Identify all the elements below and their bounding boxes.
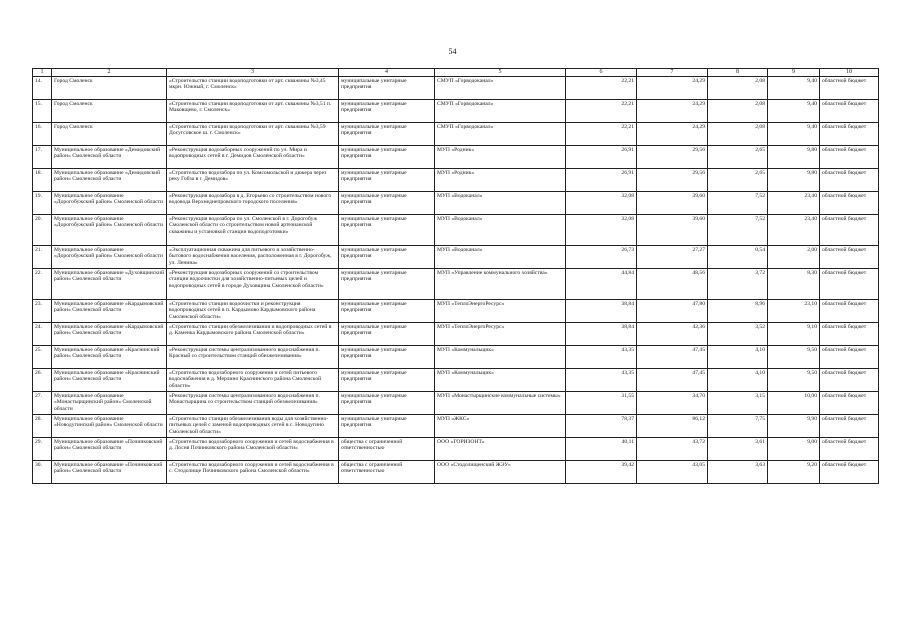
value-col6-cell: 26,73 <box>566 246 637 269</box>
org-type-cell: муниципальные унитарные предприятия <box>339 269 435 300</box>
org-type-cell: муниципальные унитарные предприятия <box>339 192 435 215</box>
value-col7-cell: 42,36 <box>637 323 708 346</box>
table-row <box>33 100 879 123</box>
value-col6-cell: 22,21 <box>566 100 637 123</box>
funding-source-cell: областной бюджет <box>820 300 879 323</box>
row-number: 27. <box>33 392 52 415</box>
municipality-cell: Муниципальное образование «Новодугинский район» Смоленской области <box>52 415 167 438</box>
header-cell: 2 <box>52 69 167 77</box>
organization-cell: МУП «Управление коммунального хозяйства» <box>435 269 566 300</box>
value-col8-cell: 2,08 <box>708 100 768 123</box>
org-type-cell: муниципальные унитарные предприятия <box>339 369 435 392</box>
value-col6-cell: 44,84 <box>566 269 637 300</box>
value-col7-cell: 24,29 <box>637 100 708 123</box>
row-number: 30. <box>33 461 52 484</box>
municipality-cell: Муниципальное образование «Кардымовский район» Смоленской области <box>52 300 167 323</box>
funding-source-cell: областной бюджет <box>820 100 879 123</box>
header-cell: 9 <box>768 69 820 77</box>
row-number: 28. <box>33 415 52 438</box>
table-row <box>33 215 879 246</box>
funding-source-cell: областной бюджет <box>820 269 879 300</box>
org-type-cell: муниципальные унитарные предприятия <box>339 392 435 415</box>
organization-cell: МУП «Родник» <box>435 146 566 169</box>
funding-source-cell: областной бюджет <box>820 169 879 192</box>
project-cell: «Строительство станции обезжелезивания воды для хозяйственно-питьевых целей с заменой водопроводных сетей в с. Новодугино Смоленской области» <box>167 415 339 438</box>
organization-cell: ООО «ГОРИЗОНТ» <box>435 438 566 461</box>
value-col8-cell: 7,52 <box>708 215 768 246</box>
value-col6-cell: 78,37 <box>566 415 637 438</box>
value-col9-cell: 9,40 <box>768 123 820 146</box>
value-col6-cell: 43,35 <box>566 369 637 392</box>
organization-cell: МУП «Монастырщинские коммунальные системы» <box>435 392 566 415</box>
org-type-cell: муниципальные унитарные предприятия <box>339 246 435 269</box>
municipality-cell: Муниципальное образование «Кардымовский район» Смоленской области <box>52 323 167 346</box>
project-cell: «Строительство водозаборного сооружения и сетей водоснабжения в д. Лосня Починковского района Смоленской области» <box>167 438 339 461</box>
value-col9-cell: 2,00 <box>768 246 820 269</box>
value-col9-cell: 9,40 <box>768 77 820 100</box>
municipality-cell: Муниципальное образование «Дорогобужский район» Смоленской области <box>52 215 167 246</box>
value-col7-cell: 86,12 <box>637 415 708 438</box>
organization-cell: МУП «Коммунальщик» <box>435 346 566 369</box>
org-type-cell: муниципальные унитарные предприятия <box>339 146 435 169</box>
table-row <box>33 346 879 369</box>
value-col9-cell: 9,80 <box>768 169 820 192</box>
project-cell: «Реконструкция водозаборных сооружений по ул. Мира и водопроводных сетей в г. Демидов Смоленской области» <box>167 146 339 169</box>
project-cell: «Реконструкция системы централизованного водоснабжения п. Монастырщина со строительством станций обезжелезивания» <box>167 392 339 415</box>
funding-source-cell: областной бюджет <box>820 461 879 484</box>
value-col9-cell: 9,50 <box>768 369 820 392</box>
value-col7-cell: 39,60 <box>637 215 708 246</box>
value-col8-cell: 4,10 <box>708 346 768 369</box>
row-number: 26. <box>33 369 52 392</box>
row-number: 14. <box>33 77 52 100</box>
header-cell: 4 <box>339 69 435 77</box>
municipality-cell: Город Смоленск <box>52 123 167 146</box>
municipality-cell: Муниципальное образование «Демидовский район» Смоленской области <box>52 146 167 169</box>
table-row <box>33 300 879 323</box>
org-type-cell: муниципальные унитарные предприятия <box>339 215 435 246</box>
value-col8-cell: 0,54 <box>708 246 768 269</box>
value-col9-cell: 23,40 <box>768 192 820 215</box>
organization-cell: СМУП «Горводоканал» <box>435 123 566 146</box>
project-cell: «Строительство водозабора по ул. Комсомольской и дюкера через реку Гобза в г. Демидов» <box>167 169 339 192</box>
project-cell: «Реконструкция водозаборных сооружений со строительством станции водоочистки для хозяйственно-питьевых целей и водопроводных сетей в городе Духовщина Смоленской области» <box>167 269 339 300</box>
header-cell: 3 <box>167 69 339 77</box>
project-cell: «Строительство станции водоподготовки от арт. скважины №3,59 Досугсовское ш. г. Смоленск» <box>167 123 339 146</box>
value-col9-cell: 9,90 <box>768 415 820 438</box>
table-row <box>33 123 879 146</box>
funding-source-cell: областной бюджет <box>820 369 879 392</box>
header-cell: 5 <box>435 69 566 77</box>
value-col6-cell: 26,91 <box>566 146 637 169</box>
value-col7-cell: 29,56 <box>637 146 708 169</box>
funding-source-cell: областной бюджет <box>820 192 879 215</box>
funding-source-cell: областной бюджет <box>820 392 879 415</box>
header-cell: 6 <box>566 69 637 77</box>
value-col6-cell: 32,08 <box>566 192 637 215</box>
value-col8-cell: 3,15 <box>708 392 768 415</box>
value-col6-cell: 38,84 <box>566 323 637 346</box>
value-col7-cell: 27,27 <box>637 246 708 269</box>
org-type-cell: общества с ограниченной ответственностью <box>339 438 435 461</box>
organization-cell: МУП «Коммунальщик» <box>435 369 566 392</box>
funding-source-cell: областной бюджет <box>820 323 879 346</box>
org-type-cell: муниципальные унитарные предприятия <box>339 169 435 192</box>
tariff-table <box>32 68 879 484</box>
header-cell: 1 <box>33 69 52 77</box>
value-col8-cell: 4,10 <box>708 369 768 392</box>
value-col8-cell: 2,65 <box>708 146 768 169</box>
municipality-cell: Муниципальное образование «Дорогобужский район» Смоленской области <box>52 192 167 215</box>
municipality-cell: Муниципальное образование «Дорогобужский район» Смоленской области <box>52 246 167 269</box>
municipality-cell: Муниципальное образование «Починковский район» Смоленской области <box>52 438 167 461</box>
table-row <box>33 392 879 415</box>
organization-cell: СМУП «Горводоканал» <box>435 100 566 123</box>
value-col8-cell: 2,65 <box>708 169 768 192</box>
project-cell: «Эксплуатационная скважина для питьевого и хозяйственно-бытового водоснабжения населения, расположенная в г. Дорогобуж, ул. Ленина» <box>167 246 339 269</box>
value-col8-cell: 7,75 <box>708 415 768 438</box>
header-cell: 10 <box>820 69 879 77</box>
table-header-row <box>33 69 879 77</box>
project-cell: «Строительство водозаборного сооружения и сетей водоснабжения в с. Стодолище Починковского района Смоленской области» <box>167 461 339 484</box>
value-col8-cell: 8,96 <box>708 300 768 323</box>
municipality-cell: Муниципальное образование «Демидовский район» Смоленской области <box>52 169 167 192</box>
value-col9-cell: 9,00 <box>768 438 820 461</box>
organization-cell: МУП «ЖКС» <box>435 415 566 438</box>
municipality-cell: Город Смоленск <box>52 77 167 100</box>
header-cell: 8 <box>708 69 768 77</box>
row-number: 29. <box>33 438 52 461</box>
row-number: 20. <box>33 215 52 246</box>
organization-cell: МУП «Водоканал» <box>435 192 566 215</box>
org-type-cell: муниципальные унитарные предприятия <box>339 415 435 438</box>
organization-cell: МУП «Родник» <box>435 169 566 192</box>
project-cell: «Строительство станции водоочистки и реконструкция водопроводных сетей в п. Кардымово Кардымовского района Смоленской области» <box>167 300 339 323</box>
funding-source-cell: областной бюджет <box>820 77 879 100</box>
value-col6-cell: 22,21 <box>566 123 637 146</box>
municipality-cell: Муниципальное образование «Краснинский район» Смоленской области <box>52 369 167 392</box>
value-col7-cell: 47,45 <box>637 346 708 369</box>
header-cell: 7 <box>637 69 708 77</box>
value-col7-cell: 47,80 <box>637 300 708 323</box>
page-number: 54 <box>448 47 457 56</box>
table-row <box>33 461 879 484</box>
table-row <box>33 415 879 438</box>
funding-source-cell: областной бюджет <box>820 438 879 461</box>
municipality-cell: Город Смоленск <box>52 100 167 123</box>
value-col9-cell: 8,30 <box>768 269 820 300</box>
table-row <box>33 323 879 346</box>
org-type-cell: муниципальные унитарные предприятия <box>339 323 435 346</box>
value-col6-cell: 43,35 <box>566 346 637 369</box>
municipality-cell: Муниципальное образование «Духовщинский район» Смоленской области <box>52 269 167 300</box>
row-number: 15. <box>33 100 52 123</box>
funding-source-cell: областной бюджет <box>820 215 879 246</box>
row-number: 18. <box>33 169 52 192</box>
organization-cell: ООО «Стодолищенский ЖЭУ» <box>435 461 566 484</box>
project-cell: «Реконструкция водозабора по ул. Смоленской в г. Дорогобуж Смоленской области со строительством новой артезианской скважины и установкой станции водоподготовки» <box>167 215 339 246</box>
organization-cell: МУП «Водоканал» <box>435 246 566 269</box>
project-cell: «Строительство водозаборного сооружения и сетей питьевого водоснабжения в д. Мерлино Краснинского района Смоленской области» <box>167 369 339 392</box>
org-type-cell: общества с ограниченной ответственностью <box>339 461 435 484</box>
value-col8-cell: 3,61 <box>708 438 768 461</box>
value-col8-cell: 3,72 <box>708 269 768 300</box>
value-col7-cell: 39,60 <box>637 192 708 215</box>
value-col7-cell: 24,29 <box>637 77 708 100</box>
value-col8-cell: 2,08 <box>708 77 768 100</box>
value-col9-cell: 9,50 <box>768 346 820 369</box>
funding-source-cell: областной бюджет <box>820 123 879 146</box>
value-col9-cell: 10,00 <box>768 392 820 415</box>
value-col8-cell: 3,52 <box>708 323 768 346</box>
org-type-cell: муниципальные унитарные предприятия <box>339 100 435 123</box>
table-row <box>33 246 879 269</box>
project-cell: «Строительство станции обезжелезивания и водопроводных сетей в д. Каменка Кардымовского района Смоленской области» <box>167 323 339 346</box>
value-col9-cell: 9,20 <box>768 461 820 484</box>
funding-source-cell: областной бюджет <box>820 346 879 369</box>
project-cell: «Строительство станции водоподготовки от арт. скважины №3,45 мкрн. Южный, г. Смоленск» <box>167 77 339 100</box>
organization-cell: СМУП «Горводоканал» <box>435 77 566 100</box>
table-row <box>33 192 879 215</box>
value-col8-cell: 7,52 <box>708 192 768 215</box>
organization-cell: МУП «ТеплоЭнергоРесурс» <box>435 300 566 323</box>
value-col6-cell: 38,84 <box>566 300 637 323</box>
funding-source-cell: областной бюджет <box>820 146 879 169</box>
table-row <box>33 146 879 169</box>
project-cell: «Реконструкция системы централизованного водоснабжения п. Красный со строительством станций обезжелезивания» <box>167 346 339 369</box>
organization-cell: МУП «Водоканал» <box>435 215 566 246</box>
value-col6-cell: 32,08 <box>566 215 637 246</box>
row-number: 25. <box>33 346 52 369</box>
value-col7-cell: 48,56 <box>637 269 708 300</box>
org-type-cell: муниципальные унитарные предприятия <box>339 77 435 100</box>
value-col7-cell: 47,45 <box>637 369 708 392</box>
municipality-cell: Муниципальное образование «Монастырщинский район» Смоленской области <box>52 392 167 415</box>
table-body <box>33 77 879 484</box>
row-number: 23. <box>33 300 52 323</box>
value-col9-cell: 9,40 <box>768 100 820 123</box>
table-row <box>33 438 879 461</box>
row-number: 17. <box>33 146 52 169</box>
value-col8-cell: 3,63 <box>708 461 768 484</box>
table-row <box>33 369 879 392</box>
value-col9-cell: 9,80 <box>768 146 820 169</box>
value-col6-cell: 31,55 <box>566 392 637 415</box>
value-col6-cell: 22,21 <box>566 77 637 100</box>
value-col6-cell: 40,11 <box>566 438 637 461</box>
funding-source-cell: областной бюджет <box>820 246 879 269</box>
value-col8-cell: 2,08 <box>708 123 768 146</box>
value-col9-cell: 23,10 <box>768 300 820 323</box>
organization-cell: МУП «ТеплоЭнергоРесурс» <box>435 323 566 346</box>
value-col7-cell: 34,70 <box>637 392 708 415</box>
value-col9-cell: 9,10 <box>768 323 820 346</box>
row-number: 19. <box>33 192 52 215</box>
value-col7-cell: 29,56 <box>637 169 708 192</box>
value-col6-cell: 26,91 <box>566 169 637 192</box>
value-col7-cell: 24,29 <box>637 123 708 146</box>
row-number: 22. <box>33 269 52 300</box>
table-row <box>33 77 879 100</box>
value-col7-cell: 43,05 <box>637 461 708 484</box>
value-col9-cell: 23,40 <box>768 215 820 246</box>
project-cell: «Строительство станции водоподготовки от арт. скважины №3,51 п. Маковщево, г. Смоленск» <box>167 100 339 123</box>
table-row <box>33 169 879 192</box>
org-type-cell: муниципальные унитарные предприятия <box>339 300 435 323</box>
project-cell: «Реконструкция водозабора в д. Егорьево со строительством нового водовода Верхнеднепровского городского поселения» <box>167 192 339 215</box>
row-number: 16. <box>33 123 52 146</box>
value-col6-cell: 39,42 <box>566 461 637 484</box>
org-type-cell: муниципальные унитарные предприятия <box>339 346 435 369</box>
table-row <box>33 269 879 300</box>
funding-source-cell: областной бюджет <box>820 415 879 438</box>
row-number: 21. <box>33 246 52 269</box>
municipality-cell: Муниципальное образование «Краснинский район» Смоленской области <box>52 346 167 369</box>
org-type-cell: муниципальные унитарные предприятия <box>339 123 435 146</box>
row-number: 24. <box>33 323 52 346</box>
value-col7-cell: 43,72 <box>637 438 708 461</box>
municipality-cell: Муниципальное образование «Починковский район» Смоленской области <box>52 461 167 484</box>
